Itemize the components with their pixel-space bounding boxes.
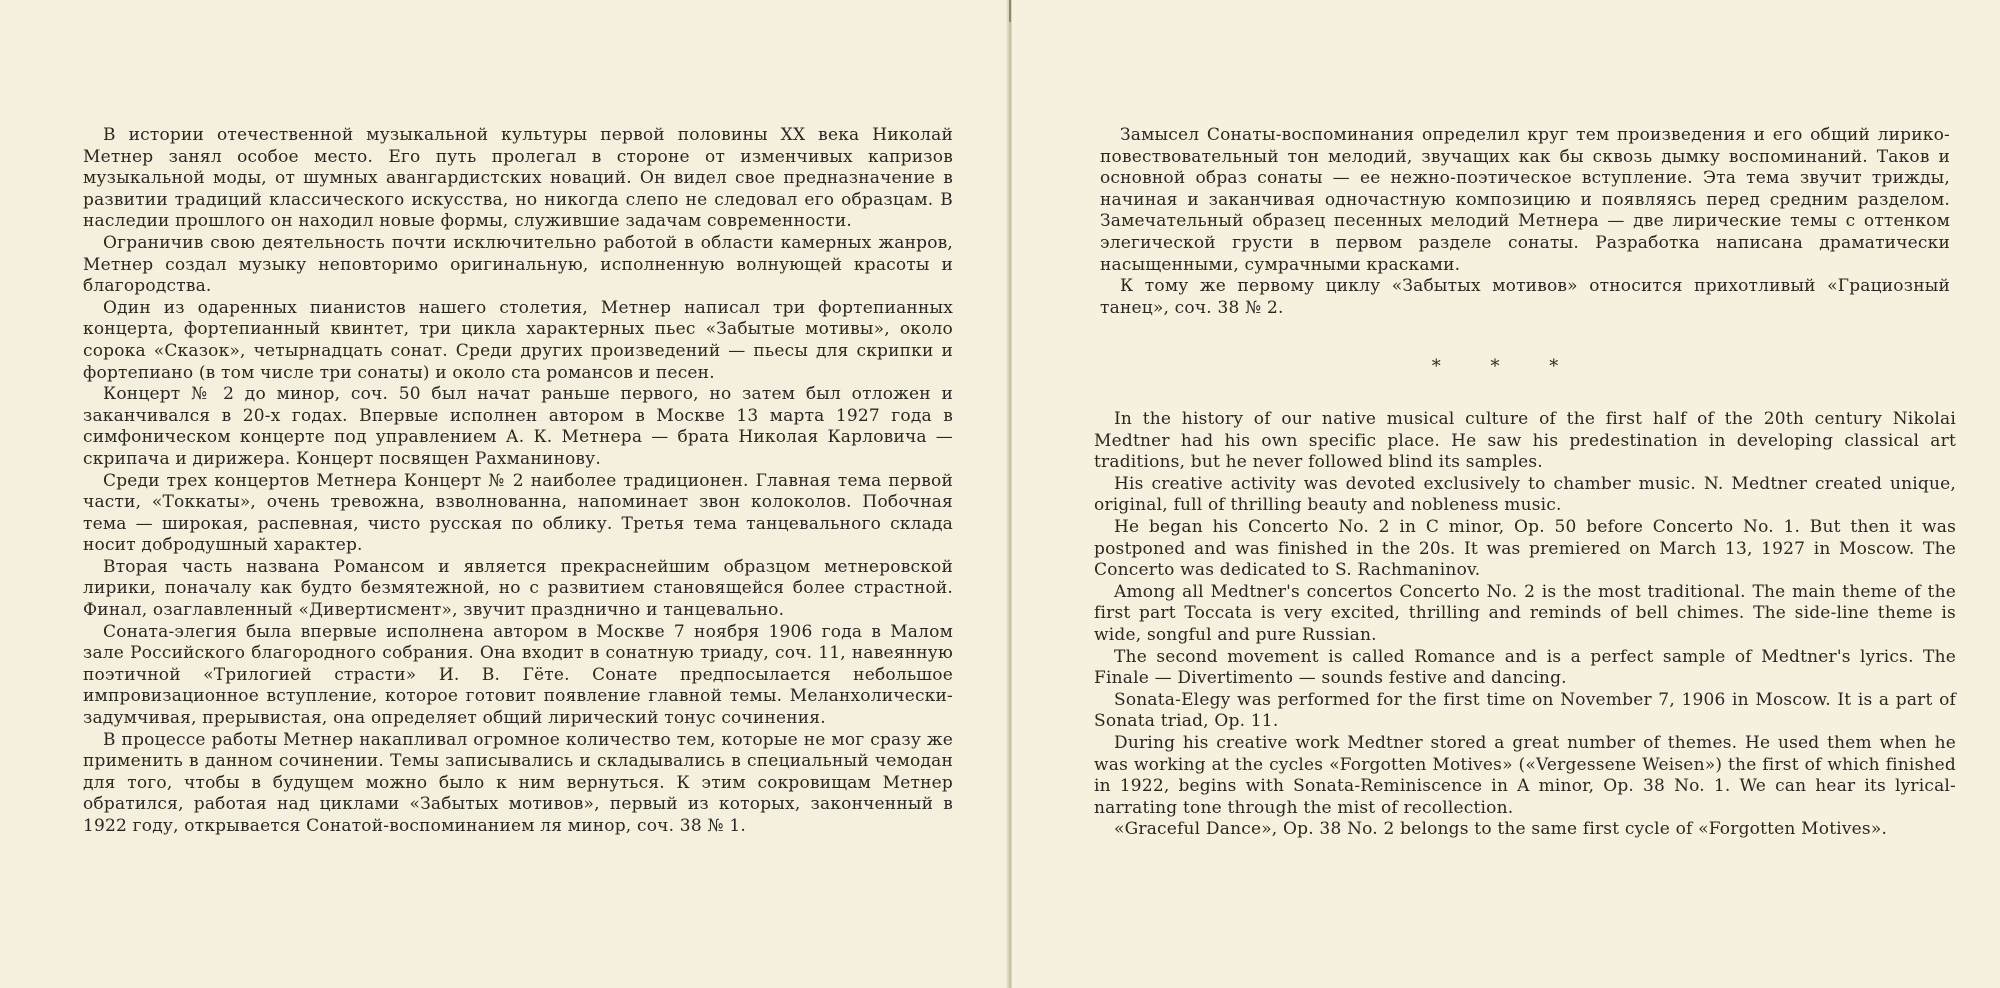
- paragraph: «Graceful Dance», Op. 38 No. 2 belongs to the same first cycle of «Forgotten Motives».: [1114, 819, 1888, 840]
- section-separator: * * *: [1431, 356, 1581, 377]
- paragraph: Один из одаренных пианистов нашего столетия, Метнер написал три фортепианных концерта, фортепианный квинтет, три цикла характерных пьес «Забытые мотивы», около сорока «Сказок», четырнадцать сонат. Среди других произведений — пьесы для скрипки и фортепиано (в том числе три сонаты) и около ста романсов и песен.: [83, 297, 953, 383]
- paragraph: Ограничив свою деятельность почти исключительно работой в области камерных жанров, Метнер создал музыку неповторимо оригинальную, исполненную волнующей красоты и благородства.: [83, 232, 953, 297]
- right-russian-text: [1100, 125, 1950, 319]
- paragraph: Концерт № 2 до минор, соч. 50 был начат раньше первого, но затем был отложен и заканчивался в 20-х годах. Впервые исполнен автором в Москве 13 марта 1927 года в симфоническом концерте под управлением А. К. Метнера — брата Николая Карловича — скрипача и дирижера. Концерт посвящен Рахманинову.: [83, 384, 953, 469]
- paragraph: В процессе работы Метнер накапливал огромное количество тем, которые не мог сразу же применить в данном сочинении. Темы записывались и складывались в специальный чемодан для того, чтобы в будущем можно было к ним вернуться. К этим сокровищам Метнер обратился, работая над циклами «Забытых мотивов», первый из которых, законченный в 1922 году, открывается Сонатой-воспоминанием ля минор, соч. 38 № 1.: [83, 729, 953, 836]
- spine-mark: [1009, 0, 1011, 22]
- paragraph: During his creative work Medtner stored a great number of themes. He used them when he was working at the cycles «Forgotten Motives» («Vergessene Weisen») the first of which finished in 1922, begins with Sonata-Reminiscence in A minor, Op. 38 No. 1. We can hear its lyrical-narrating tone through the mist of recollection.: [1094, 732, 1956, 818]
- paragraph: Среди трех концертов Метнера Концерт № 2 наиболее традиционен. Главная тема первой части, «Токкаты», очень тревожна, взволнованна, напоминает звон колоколов. Побочная тема — широкая, распевная, чисто русская по облику. Третья тема танцевального склада носит добродушный характер.: [83, 470, 953, 556]
- left-russian-text: [83, 125, 953, 838]
- right-english-text: [1094, 409, 1956, 841]
- paragraph: Вторая часть названа Романсом и является прекраснейшим образцом метнеровской лирики, поначалу как будто безмятежной, но с развитием становящейся более страстной. Финал, озаглавленный «Дивертисмент», звучит празднично и танцевально.: [83, 556, 953, 621]
- paragraph: К тому же первому циклу «Забытых мотивов» относится прихотливый «Грациозный танец», соч. 38 № 2.: [1100, 276, 1950, 318]
- paragraph: Замысел Сонаты-воспоминания определил круг тем произведения и его общий лирико-повествовательный тон мелодий, звучащих как бы сквозь дымку воспоминаний. Таков и основной образ сонаты — ее нежно-поэтическое вступление. Эта тема звучит трижды, начиная и заканчивая одночастную композицию и появляясь перед средним разделом. Замечательный образец песенных мелодий Метнера — две лирические темы с оттенком элегической грусти в первом разделе сонаты. Разработка написана драматически насыщенными, сумрачными красками.: [1100, 125, 1950, 275]
- paragraph: In the history of our native musical culture of the first half of the 20th century Nikolai Medtner had his own specific place. He saw his predestination in developing classical art traditions, but he never followed blind its samples.: [1094, 409, 1956, 473]
- paragraph: Sonata-Elegy was performed for the first time on November 7, 1906 in Moscow. It is a part of Sonata triad, Op. 11.: [1094, 689, 1956, 732]
- paragraph: В истории отечественной музыкальной культуры первой половины XX века Николай Метнер занял особое место. Его путь пролегал в стороне от изменчивых капризов музыкальной моды, от шумных авангардистских новаций. Он видел свое предназначение в развитии традиций классического искусства, но никогда слепо не следовал его образцам. В наследии прошлого он находил новые формы, служившие задачам современности.: [83, 125, 953, 232]
- right-page: [1012, 0, 2000, 988]
- paragraph: Among all Medtner's concertos Concerto No. 2 is the most traditional. The main theme of the first part Toccata is very excited, thrilling and reminds of bell chimes. The side-line theme is wide, songful and pure Russian.: [1094, 581, 1956, 645]
- paragraph: His creative activity was devoted exclusively to chamber music. N. Medtner created unique, original, full of thrilling beauty and nobleness music.: [1094, 473, 1956, 516]
- paragraph: He began his Concerto No. 2 in C minor, Op. 50 before Concerto No. 1. But then it was postponed and was finished in the 20s. It was premiered on March 13, 1927 in Moscow. The Concerto was dedicated to S. Rachmaninov.: [1094, 516, 1956, 581]
- paragraph: The second movement is called Romance and is a perfect sample of Medtner's lyrics. The Finale — Divertimento — sounds festive and dancing.: [1094, 646, 1956, 689]
- paragraph: Соната-элегия была впервые исполнена автором в Москве 7 ноября 1906 года в Малом зале Российского благородного собрания. Она входит в сонатную триаду, соч. 11, навеянную поэтичной «Трилогией страсти» И. В. Гёте. Сонате предпосылается небольшое импровизационное вступление, которое готовит появление главной темы. Меланхолически-задумчивая, прерывистая, она определяет общий лирический тонус сочинения.: [83, 621, 953, 729]
